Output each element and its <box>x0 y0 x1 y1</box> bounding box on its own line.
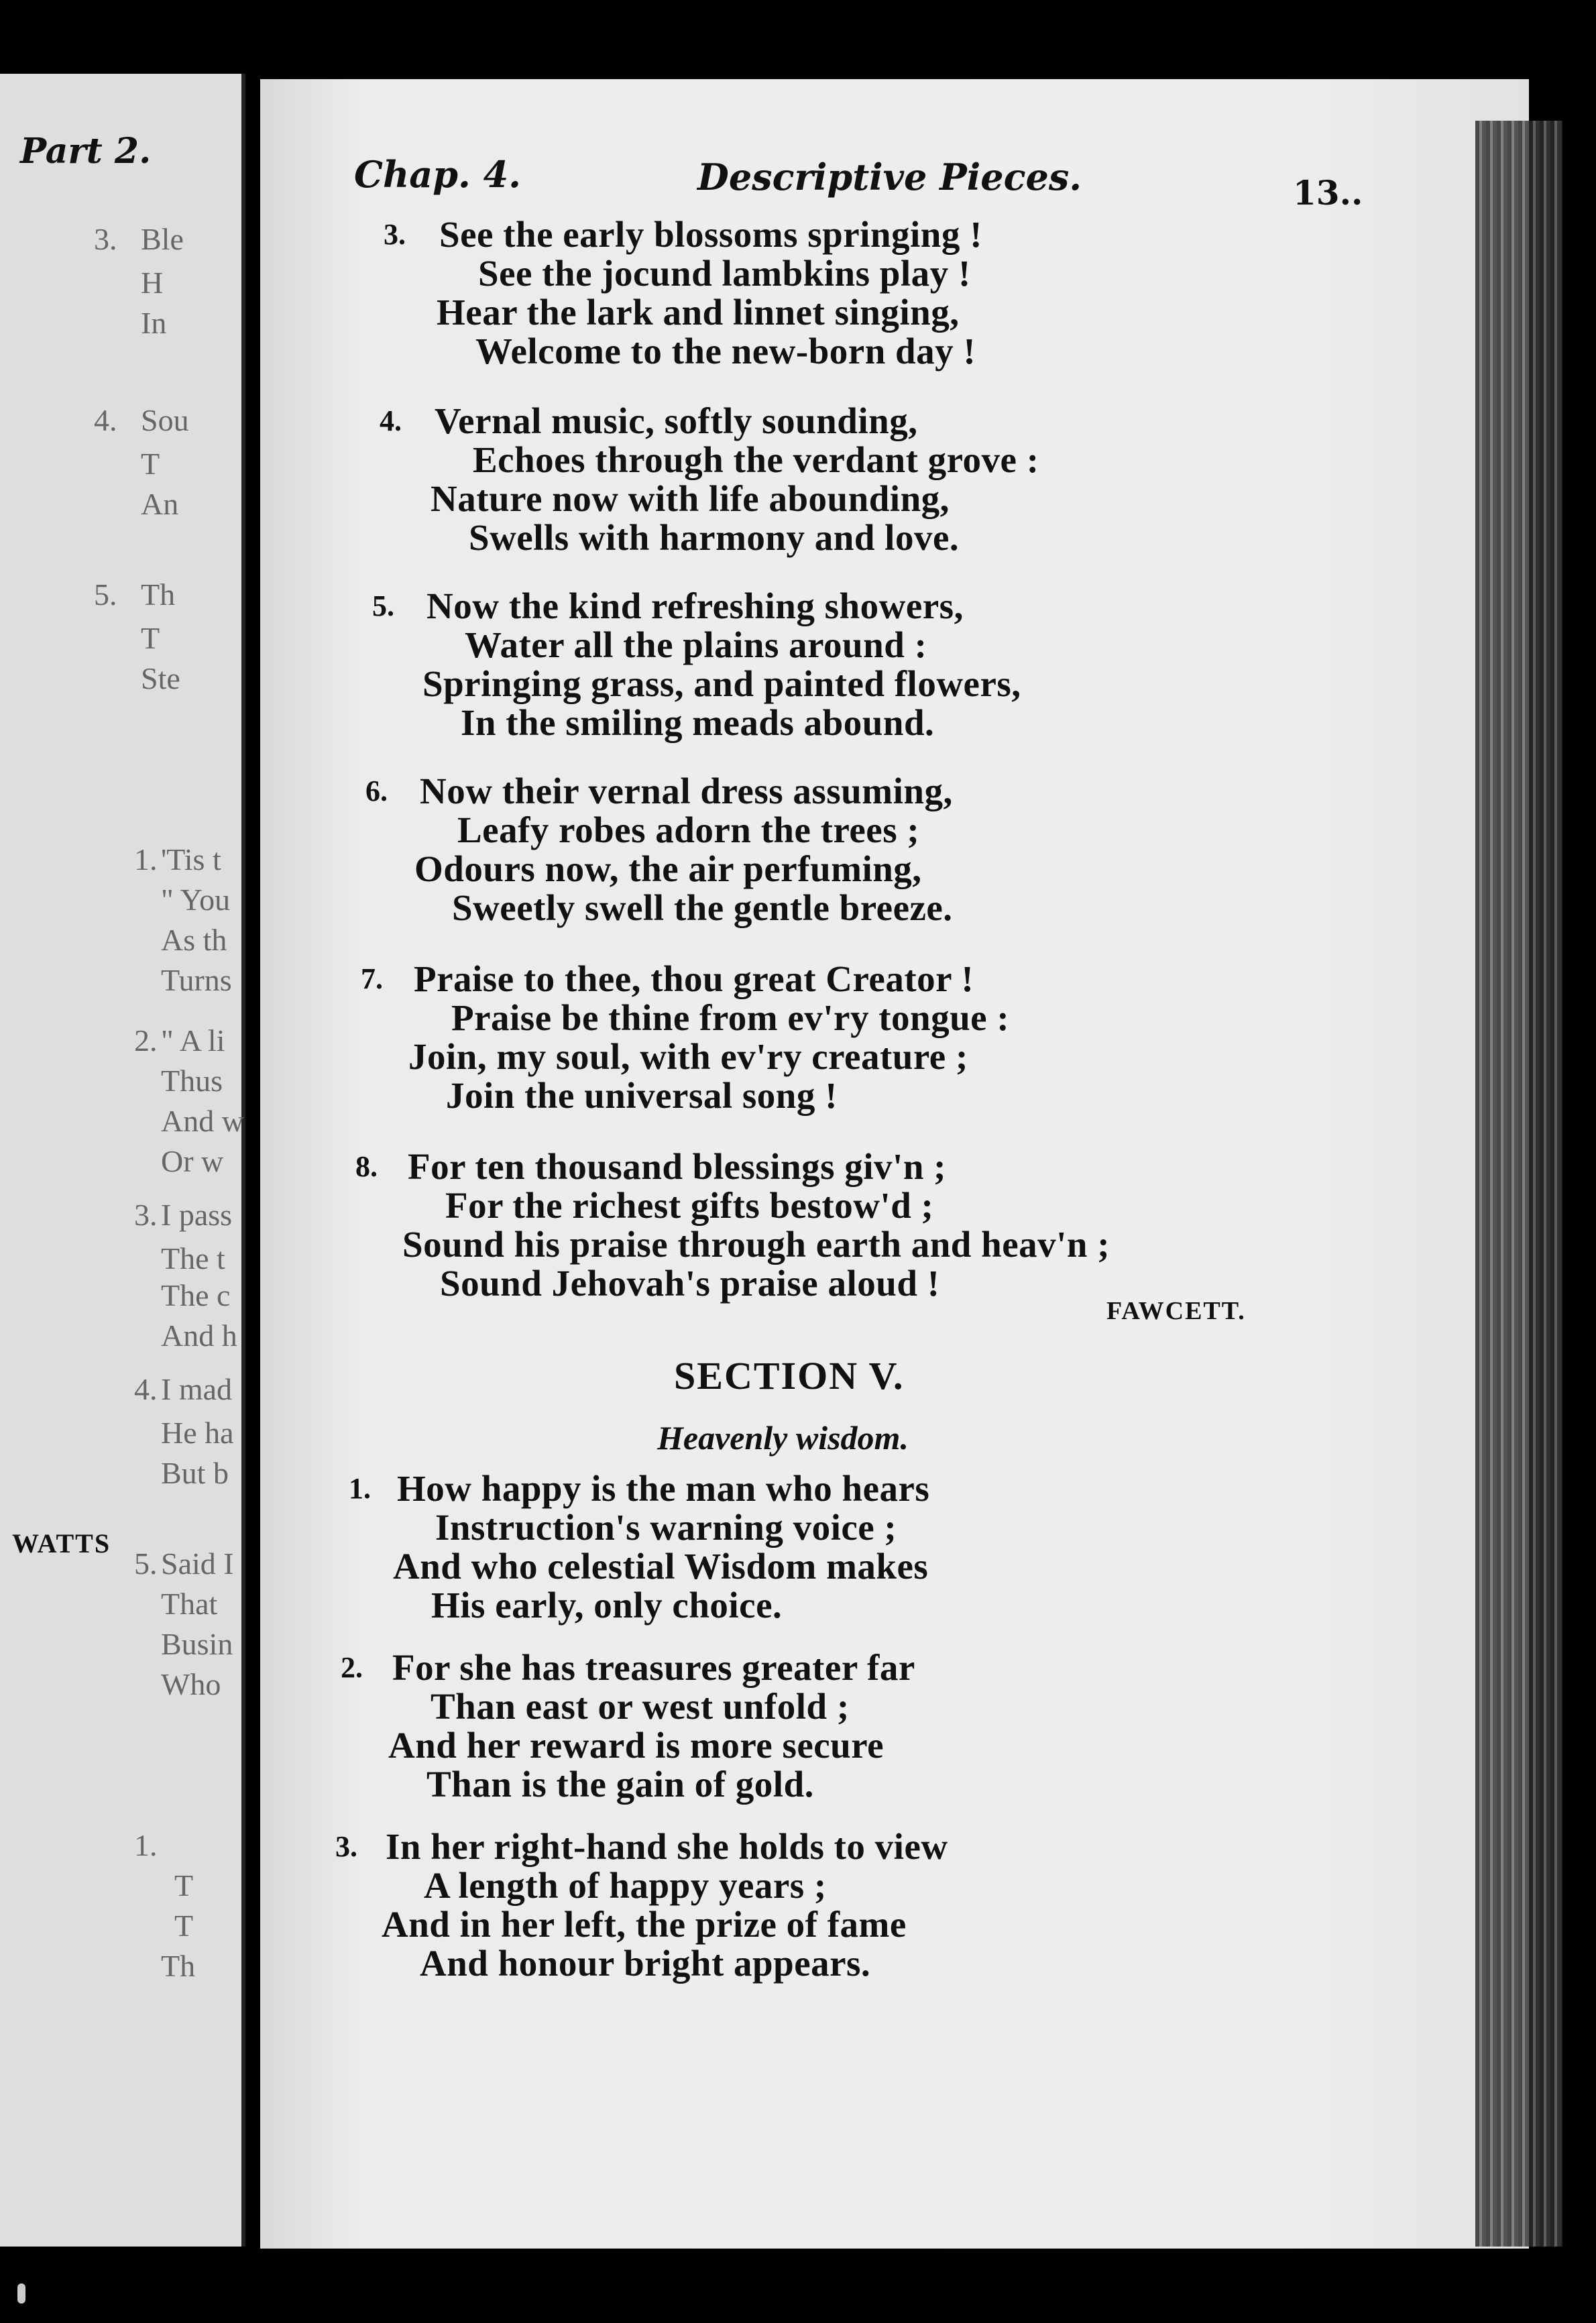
verse-line: Swells with harmony and love. <box>469 517 960 558</box>
left-page-fragment: Thus <box>161 1064 223 1098</box>
left-page-fragment: Ste <box>141 661 180 695</box>
verse-line: Join, my soul, with ev'ry creature ; <box>408 1036 968 1077</box>
left-page-fragment: 4. <box>94 403 117 437</box>
left-page-fragment: 5. <box>134 1546 158 1581</box>
verse-line: Leafy robes adorn the trees ; <box>457 809 920 850</box>
left-page-fragment: I mad <box>161 1372 233 1406</box>
left-page-fragment: H <box>141 266 164 300</box>
verse-line: Sound his praise through earth and heav'n ; <box>402 1224 1110 1265</box>
left-page-fragment: Turns <box>161 963 232 997</box>
left-page-attribution: WATTS <box>12 1528 111 1559</box>
verse-line: In the smiling meads abound. <box>461 702 935 743</box>
verse-line: Sweetly swell the gentle breeze. <box>452 887 953 928</box>
left-page-fragment: I pass <box>161 1198 233 1232</box>
verse-line: See the early blossoms springing ! <box>439 214 982 255</box>
chapter-header: Chap. 4. <box>354 153 521 196</box>
stanza-number: 4. <box>380 404 402 437</box>
left-page-fragment: But b <box>161 1456 229 1490</box>
verse-line: Odours now, the air perfuming, <box>414 848 922 889</box>
scan-mark <box>17 2283 25 2304</box>
left-page-fragment: T <box>174 1909 194 1943</box>
left-page-fragment: He ha <box>161 1416 234 1450</box>
verse-line: In her right-hand she holds to view <box>386 1826 948 1867</box>
left-page-fragment: As th <box>161 923 227 957</box>
verse-line: Hear the lark and linnet singing, <box>437 292 960 333</box>
verse-line: A length of happy years ; <box>424 1865 827 1906</box>
left-page-fragment: 2. <box>134 1023 158 1058</box>
verse-line: Springing grass, and painted flowers, <box>422 663 1021 704</box>
verse-line: For ten thousand blessings giv'n ; <box>408 1146 946 1187</box>
verse-line: And in her left, the prize of fame <box>382 1904 907 1945</box>
left-page-fragment: 'Tis t <box>161 842 221 876</box>
left-page-fragment: Busin <box>161 1627 233 1661</box>
verse-line: Welcome to the new-born day ! <box>475 331 976 372</box>
left-page-fragment: 5. <box>94 577 117 612</box>
left-page-fragment: " A li <box>161 1023 225 1058</box>
left-page-fragment: That <box>161 1587 218 1621</box>
stanza-number: 8. <box>355 1150 378 1183</box>
left-page-fragment: 4. <box>134 1372 158 1406</box>
left-page-fragment: And h <box>161 1318 237 1353</box>
verse-line: Now their vernal dress assuming, <box>420 771 953 811</box>
verse-line: His early, only choice. <box>431 1585 783 1626</box>
left-page-fragment: Or w <box>161 1144 224 1178</box>
verse-line: And honour bright appears. <box>420 1943 871 1984</box>
verse-line: For the richest gifts bestow'd ; <box>445 1185 934 1226</box>
left-page-fragment: The t <box>161 1241 225 1276</box>
verse-line: Praise be thine from ev'ry tongue : <box>451 997 1010 1038</box>
attribution-fawcett: FAWCETT. <box>1106 1297 1246 1325</box>
left-page-fragment: Ble <box>141 222 184 256</box>
left-page-fragment: Sou <box>141 403 189 437</box>
stanza-number: 5. <box>372 589 394 622</box>
left-page-fragment: " You <box>161 883 231 917</box>
verse-line: And who celestial Wisdom makes <box>393 1546 929 1587</box>
stanza-number: 6. <box>365 775 388 807</box>
verse-line: How happy is the man who hears <box>397 1468 930 1509</box>
verse-line: Now the kind refreshing showers, <box>426 585 964 626</box>
page-edge <box>1475 121 1562 2247</box>
verse-line: Instruction's warning voice ; <box>435 1507 897 1548</box>
left-page-fragment: Th <box>141 577 176 612</box>
left-page-fragment: And w <box>161 1104 244 1138</box>
verse-line: Praise to thee, thou great Creator ! <box>414 958 974 999</box>
left-page-fragment: The c <box>161 1278 231 1312</box>
stanza-number: 7. <box>361 962 383 995</box>
verse-line: Echoes through the verdant grove : <box>473 439 1039 480</box>
stanza-number: 1. <box>349 1472 371 1505</box>
stanza-number: 3. <box>384 218 406 251</box>
left-page-fragment: Th <box>161 1949 196 1983</box>
verse-line: Than is the gain of gold. <box>426 1764 814 1805</box>
verse-line: Join the universal song ! <box>446 1075 838 1116</box>
left-page-header: Part 2. <box>20 131 152 172</box>
running-title: Descriptive Pieces. <box>697 156 1082 199</box>
section-title: SECTION V. <box>674 1354 905 1398</box>
left-page-fragment: 1. <box>134 842 158 876</box>
verse-line: And her reward is more secure <box>388 1725 885 1766</box>
left-page-fragment: T <box>141 621 160 655</box>
left-page-fragment: 3. <box>94 222 117 256</box>
verse-line: Than east or west unfold ; <box>431 1686 850 1727</box>
verse-line: Nature now with life abounding, <box>431 478 950 519</box>
left-page-fragment: Who <box>161 1667 221 1701</box>
section-subtitle: Heavenly wisdom. <box>657 1419 909 1457</box>
verse-line: See the jocund lambkins play ! <box>478 253 971 294</box>
left-page-fragment: 3. <box>134 1198 158 1232</box>
stanza-number: 3. <box>335 1830 357 1863</box>
left-page-fragment: An <box>141 487 179 521</box>
left-page-fragment: T <box>174 1868 194 1903</box>
page-number: 13.. <box>1293 173 1363 213</box>
left-page-fragment: Said I <box>161 1546 234 1581</box>
left-page-fragment: In <box>141 306 167 340</box>
verse-line: Vernal music, softly sounding, <box>435 400 918 441</box>
stanza-number: 2. <box>341 1651 363 1684</box>
left-page-fragment: T <box>141 447 160 481</box>
verse-line: For she has treasures greater far <box>392 1647 915 1688</box>
verse-line: Water all the plains around : <box>465 624 927 665</box>
verse-line: Sound Jehovah's praise aloud ! <box>440 1263 940 1304</box>
left-page-fragment: 1. <box>134 1828 158 1862</box>
